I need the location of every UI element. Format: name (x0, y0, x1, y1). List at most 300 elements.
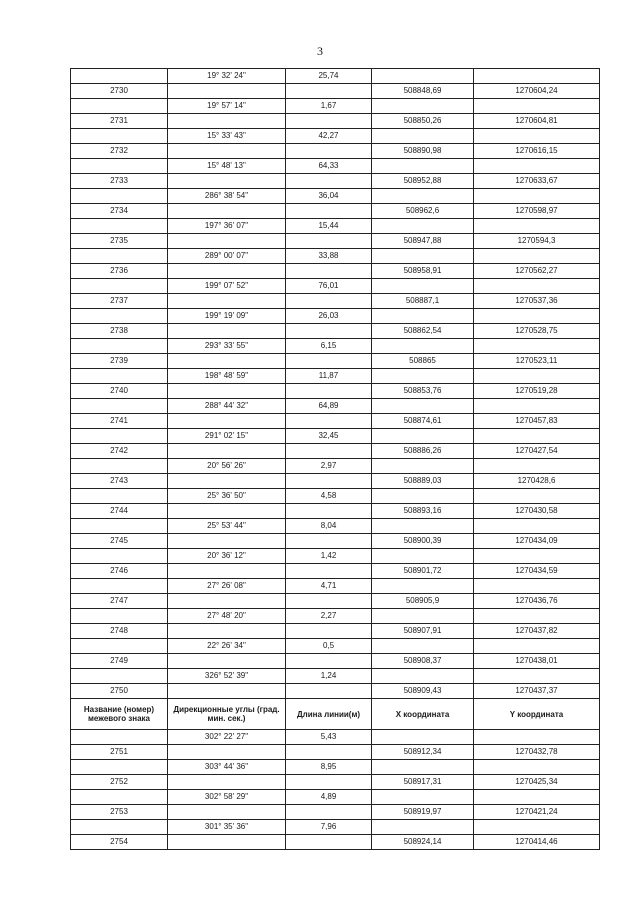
line-length-cell (286, 654, 372, 669)
x-coordinate-cell: 508886,26 (372, 444, 474, 459)
direction-angle-cell: 301° 35' 36" (168, 820, 286, 835)
direction-angle-cell (168, 144, 286, 159)
point-row (71, 474, 600, 489)
segment-row (71, 609, 600, 624)
point-row (71, 564, 600, 579)
x-coordinate-cell: 508850,26 (372, 114, 474, 129)
line-length-cell: 36,04 (286, 189, 372, 204)
mark-name-cell: 2730 (71, 84, 168, 99)
line-length-cell: 11,87 (286, 369, 372, 384)
line-length-cell: 76,01 (286, 279, 372, 294)
line-length-cell: 2,97 (286, 459, 372, 474)
mark-name-cell: 2751 (71, 745, 168, 760)
line-length-cell (286, 204, 372, 219)
line-length-cell: 15,44 (286, 219, 372, 234)
direction-angle-cell: 286° 38' 54" (168, 189, 286, 204)
line-length-cell: 8,95 (286, 760, 372, 775)
direction-angle-cell (168, 384, 286, 399)
direction-angle-cell: 20° 56' 26" (168, 459, 286, 474)
mark-name-cell (71, 820, 168, 835)
direction-angle-cell (168, 594, 286, 609)
mark-name-cell (71, 609, 168, 624)
segment-row (71, 760, 600, 775)
direction-angle-cell (168, 835, 286, 850)
point-row (71, 204, 600, 219)
mark-name-cell (71, 69, 168, 84)
line-length-cell: 32,45 (286, 429, 372, 444)
mark-name-cell (71, 99, 168, 114)
y-coordinate-cell (474, 790, 600, 805)
direction-angle-cell: 27° 48' 20" (168, 609, 286, 624)
x-coordinate-cell: 508853,76 (372, 384, 474, 399)
mark-name-cell (71, 669, 168, 684)
x-coordinate-cell (372, 69, 474, 84)
segment-row (71, 99, 600, 114)
mark-name-cell: 2742 (71, 444, 168, 459)
mark-name-cell (71, 399, 168, 414)
direction-angle-cell (168, 564, 286, 579)
segment-row (71, 339, 600, 354)
y-coordinate-cell: 1270432,78 (474, 745, 600, 760)
point-row (71, 84, 600, 99)
mark-name-cell (71, 219, 168, 234)
y-coordinate-cell (474, 309, 600, 324)
mark-name-cell (71, 760, 168, 775)
direction-angle-cell: 20° 36' 12" (168, 549, 286, 564)
segment-row (71, 249, 600, 264)
header-angles: Дирекционные углы (град. мин. сек.) (168, 699, 286, 730)
x-coordinate-cell: 508958,91 (372, 264, 474, 279)
direction-angle-cell (168, 745, 286, 760)
segment-row (71, 129, 600, 144)
direction-angle-cell (168, 624, 286, 639)
mark-name-cell: 2740 (71, 384, 168, 399)
mark-name-cell (71, 730, 168, 745)
line-length-cell (286, 745, 372, 760)
x-coordinate-cell (372, 129, 474, 144)
x-coordinate-cell: 508900,39 (372, 534, 474, 549)
y-coordinate-cell (474, 429, 600, 444)
line-length-cell (286, 504, 372, 519)
x-coordinate-cell: 508889,03 (372, 474, 474, 489)
x-coordinate-cell (372, 249, 474, 264)
line-length-cell: 33,88 (286, 249, 372, 264)
x-coordinate-cell: 508962,6 (372, 204, 474, 219)
direction-angle-cell (168, 354, 286, 369)
mark-name-cell: 2748 (71, 624, 168, 639)
direction-angle-cell: 293° 33' 55" (168, 339, 286, 354)
segment-row (71, 369, 600, 384)
point-row (71, 594, 600, 609)
direction-angle-cell: 199° 07' 52" (168, 279, 286, 294)
x-coordinate-cell: 508905,9 (372, 594, 474, 609)
direction-angle-cell: 302° 58' 29" (168, 790, 286, 805)
y-coordinate-cell: 1270528,75 (474, 324, 600, 339)
direction-angle-cell: 198° 48' 59" (168, 369, 286, 384)
mark-name-cell (71, 159, 168, 174)
y-coordinate-cell: 1270562,27 (474, 264, 600, 279)
line-length-cell (286, 564, 372, 579)
point-row (71, 234, 600, 249)
line-length-cell: 5,43 (286, 730, 372, 745)
mark-name-cell (71, 279, 168, 294)
y-coordinate-cell: 1270604,81 (474, 114, 600, 129)
direction-angle-cell (168, 474, 286, 489)
segment-row (71, 579, 600, 594)
line-length-cell (286, 354, 372, 369)
line-length-cell (286, 805, 372, 820)
y-coordinate-cell (474, 639, 600, 654)
line-length-cell (286, 414, 372, 429)
x-coordinate-cell (372, 279, 474, 294)
point-row (71, 504, 600, 519)
y-coordinate-cell: 1270438,01 (474, 654, 600, 669)
mark-name-cell: 2746 (71, 564, 168, 579)
y-coordinate-cell: 1270428,6 (474, 474, 600, 489)
mark-name-cell: 2738 (71, 324, 168, 339)
segment-row (71, 279, 600, 294)
y-coordinate-cell: 1270436,76 (474, 594, 600, 609)
direction-angle-cell: 291° 02' 15" (168, 429, 286, 444)
y-coordinate-cell (474, 459, 600, 474)
direction-angle-cell (168, 324, 286, 339)
x-coordinate-cell (372, 669, 474, 684)
y-coordinate-cell: 1270434,09 (474, 534, 600, 549)
y-coordinate-cell: 1270604,24 (474, 84, 600, 99)
mark-name-cell: 2732 (71, 144, 168, 159)
mark-name-cell (71, 249, 168, 264)
x-coordinate-cell: 508901,72 (372, 564, 474, 579)
direction-angle-cell (168, 114, 286, 129)
x-coordinate-cell (372, 519, 474, 534)
point-row (71, 835, 600, 850)
header-name: Название (номер) межевого знака (71, 699, 168, 730)
x-coordinate-cell (372, 579, 474, 594)
mark-name-cell (71, 339, 168, 354)
direction-angle-cell (168, 84, 286, 99)
direction-angle-cell: 197° 36' 07" (168, 219, 286, 234)
direction-angle-cell: 302° 22' 27" (168, 730, 286, 745)
mark-name-cell: 2735 (71, 234, 168, 249)
direction-angle-cell (168, 204, 286, 219)
line-length-cell (286, 534, 372, 549)
line-length-cell (286, 114, 372, 129)
page-number: 3 (317, 44, 323, 58)
direction-angle-cell: 289° 00' 07" (168, 249, 286, 264)
header-x: X координата (372, 699, 474, 730)
mark-name-cell: 2753 (71, 805, 168, 820)
y-coordinate-cell (474, 519, 600, 534)
x-coordinate-cell (372, 99, 474, 114)
header-y: Y координата (474, 699, 600, 730)
direction-angle-cell: 303° 44' 36" (168, 760, 286, 775)
mark-name-cell (71, 639, 168, 654)
y-coordinate-cell (474, 339, 600, 354)
line-length-cell (286, 384, 372, 399)
line-length-cell: 0,5 (286, 639, 372, 654)
mark-name-cell: 2737 (71, 294, 168, 309)
table-header-row (71, 699, 600, 730)
line-length-cell (286, 84, 372, 99)
segment-row (71, 159, 600, 174)
mark-name-cell: 2739 (71, 354, 168, 369)
segment-row (71, 549, 600, 564)
segment-row (71, 219, 600, 234)
segment-row (71, 790, 600, 805)
line-length-cell (286, 234, 372, 249)
line-length-cell: 64,33 (286, 159, 372, 174)
mark-name-cell: 2752 (71, 775, 168, 790)
point-row (71, 534, 600, 549)
x-coordinate-cell (372, 549, 474, 564)
x-coordinate-cell (372, 820, 474, 835)
direction-angle-cell (168, 775, 286, 790)
y-coordinate-cell (474, 159, 600, 174)
y-coordinate-cell: 1270537,36 (474, 294, 600, 309)
mark-name-cell: 2747 (71, 594, 168, 609)
segment-row (71, 639, 600, 654)
y-coordinate-cell: 1270523,11 (474, 354, 600, 369)
y-coordinate-cell: 1270425,34 (474, 775, 600, 790)
point-row (71, 264, 600, 279)
x-coordinate-cell: 508947,88 (372, 234, 474, 249)
mark-name-cell: 2736 (71, 264, 168, 279)
point-row (71, 654, 600, 669)
x-coordinate-cell: 508924,14 (372, 835, 474, 850)
x-coordinate-cell (372, 429, 474, 444)
mark-name-cell (71, 489, 168, 504)
x-coordinate-cell: 508908,37 (372, 654, 474, 669)
y-coordinate-cell: 1270414,46 (474, 835, 600, 850)
y-coordinate-cell (474, 730, 600, 745)
point-row (71, 805, 600, 820)
direction-angle-cell: 288° 44' 32" (168, 399, 286, 414)
direction-angle-cell (168, 805, 286, 820)
mark-name-cell: 2741 (71, 414, 168, 429)
y-coordinate-cell: 1270616,15 (474, 144, 600, 159)
y-coordinate-cell (474, 549, 600, 564)
y-coordinate-cell (474, 279, 600, 294)
x-coordinate-cell (372, 219, 474, 234)
line-length-cell: 25,74 (286, 69, 372, 84)
direction-angle-cell (168, 264, 286, 279)
line-length-cell: 4,71 (286, 579, 372, 594)
point-row (71, 384, 600, 399)
point-row (71, 324, 600, 339)
y-coordinate-cell (474, 820, 600, 835)
y-coordinate-cell (474, 219, 600, 234)
direction-angle-cell: 25° 53' 44" (168, 519, 286, 534)
x-coordinate-cell (372, 760, 474, 775)
y-coordinate-cell: 1270434,59 (474, 564, 600, 579)
y-coordinate-cell (474, 399, 600, 414)
point-row (71, 144, 600, 159)
segment-row (71, 820, 600, 835)
direction-angle-cell: 25° 36' 50" (168, 489, 286, 504)
y-coordinate-cell (474, 669, 600, 684)
mark-name-cell (71, 309, 168, 324)
direction-angle-cell: 15° 33' 43" (168, 129, 286, 144)
line-length-cell: 4,58 (286, 489, 372, 504)
line-length-cell: 64,89 (286, 399, 372, 414)
line-length-cell: 7,96 (286, 820, 372, 835)
line-length-cell (286, 594, 372, 609)
x-coordinate-cell (372, 639, 474, 654)
mark-name-cell (71, 790, 168, 805)
y-coordinate-cell: 1270437,37 (474, 684, 600, 699)
point-row (71, 414, 600, 429)
y-coordinate-cell (474, 189, 600, 204)
direction-angle-cell: 15° 48' 13" (168, 159, 286, 174)
x-coordinate-cell: 508848,69 (372, 84, 474, 99)
segment-row (71, 399, 600, 414)
segment-row (71, 489, 600, 504)
mark-name-cell: 2733 (71, 174, 168, 189)
line-length-cell (286, 775, 372, 790)
line-length-cell: 2,27 (286, 609, 372, 624)
point-row (71, 294, 600, 309)
direction-angle-cell (168, 174, 286, 189)
x-coordinate-cell (372, 399, 474, 414)
line-length-cell (286, 174, 372, 189)
x-coordinate-cell: 508893,16 (372, 504, 474, 519)
mark-name-cell (71, 129, 168, 144)
x-coordinate-cell (372, 609, 474, 624)
y-coordinate-cell (474, 129, 600, 144)
y-coordinate-cell (474, 69, 600, 84)
y-coordinate-cell (474, 760, 600, 775)
x-coordinate-cell (372, 459, 474, 474)
direction-angle-cell (168, 504, 286, 519)
point-row (71, 745, 600, 760)
y-coordinate-cell (474, 249, 600, 264)
y-coordinate-cell: 1270598,97 (474, 204, 600, 219)
y-coordinate-cell: 1270427,54 (474, 444, 600, 459)
direction-angle-cell (168, 294, 286, 309)
line-length-cell: 1,67 (286, 99, 372, 114)
point-row (71, 114, 600, 129)
x-coordinate-cell (372, 790, 474, 805)
line-length-cell: 42,27 (286, 129, 372, 144)
x-coordinate-cell: 508862,54 (372, 324, 474, 339)
y-coordinate-cell (474, 609, 600, 624)
mark-name-cell: 2743 (71, 474, 168, 489)
direction-angle-cell (168, 234, 286, 249)
line-length-cell: 6,15 (286, 339, 372, 354)
mark-name-cell: 2731 (71, 114, 168, 129)
x-coordinate-cell: 508912,34 (372, 745, 474, 760)
y-coordinate-cell: 1270594,3 (474, 234, 600, 249)
direction-angle-cell (168, 414, 286, 429)
x-coordinate-cell: 508917,31 (372, 775, 474, 790)
line-length-cell: 8,04 (286, 519, 372, 534)
line-length-cell (286, 294, 372, 309)
point-row (71, 354, 600, 369)
mark-name-cell (71, 519, 168, 534)
x-coordinate-cell (372, 730, 474, 745)
line-length-cell: 1,42 (286, 549, 372, 564)
direction-angle-cell (168, 654, 286, 669)
y-coordinate-cell: 1270633,67 (474, 174, 600, 189)
mark-name-cell (71, 369, 168, 384)
x-coordinate-cell: 508952,88 (372, 174, 474, 189)
line-length-cell (286, 264, 372, 279)
y-coordinate-cell: 1270457,83 (474, 414, 600, 429)
x-coordinate-cell (372, 369, 474, 384)
segment-row (71, 309, 600, 324)
x-coordinate-cell: 508907,91 (372, 624, 474, 639)
line-length-cell (286, 474, 372, 489)
point-row (71, 684, 600, 699)
segment-row (71, 730, 600, 745)
line-length-cell (286, 324, 372, 339)
mark-name-cell (71, 549, 168, 564)
point-row (71, 174, 600, 189)
x-coordinate-cell (372, 189, 474, 204)
direction-angle-cell (168, 444, 286, 459)
x-coordinate-cell: 508890,98 (372, 144, 474, 159)
direction-angle-cell (168, 534, 286, 549)
point-row (71, 624, 600, 639)
segment-row (71, 189, 600, 204)
y-coordinate-cell: 1270421,24 (474, 805, 600, 820)
direction-angle-cell: 19° 57' 14" (168, 99, 286, 114)
x-coordinate-cell: 508919,97 (372, 805, 474, 820)
line-length-cell (286, 835, 372, 850)
direction-angle-cell: 199° 19' 09" (168, 309, 286, 324)
y-coordinate-cell (474, 369, 600, 384)
mark-name-cell (71, 429, 168, 444)
x-coordinate-cell (372, 159, 474, 174)
mark-name-cell: 2745 (71, 534, 168, 549)
x-coordinate-cell (372, 339, 474, 354)
x-coordinate-cell (372, 309, 474, 324)
mark-name-cell: 2754 (71, 835, 168, 850)
segment-row (71, 459, 600, 474)
x-coordinate-cell: 508874,61 (372, 414, 474, 429)
segment-row (71, 669, 600, 684)
segment-row (71, 69, 600, 84)
line-length-cell (286, 144, 372, 159)
y-coordinate-cell: 1270430,58 (474, 504, 600, 519)
y-coordinate-cell (474, 579, 600, 594)
x-coordinate-cell (372, 489, 474, 504)
mark-name-cell: 2744 (71, 504, 168, 519)
x-coordinate-cell: 508865 (372, 354, 474, 369)
x-coordinate-cell: 508887,1 (372, 294, 474, 309)
mark-name-cell (71, 459, 168, 474)
x-coordinate-cell: 508909,43 (372, 684, 474, 699)
mark-name-cell (71, 579, 168, 594)
mark-name-cell: 2749 (71, 654, 168, 669)
direction-angle-cell (168, 684, 286, 699)
line-length-cell (286, 624, 372, 639)
direction-angle-cell: 22° 26' 34" (168, 639, 286, 654)
y-coordinate-cell: 1270519,28 (474, 384, 600, 399)
line-length-cell: 4,89 (286, 790, 372, 805)
segment-row (71, 519, 600, 534)
line-length-cell: 26,03 (286, 309, 372, 324)
mark-name-cell (71, 189, 168, 204)
direction-angle-cell: 19° 32' 24" (168, 69, 286, 84)
direction-angle-cell: 27° 26' 08" (168, 579, 286, 594)
segment-row (71, 429, 600, 444)
header-length: Длина линии(м) (286, 699, 372, 730)
y-coordinate-cell (474, 489, 600, 504)
point-row (71, 444, 600, 459)
line-length-cell: 1,24 (286, 669, 372, 684)
mark-name-cell: 2734 (71, 204, 168, 219)
